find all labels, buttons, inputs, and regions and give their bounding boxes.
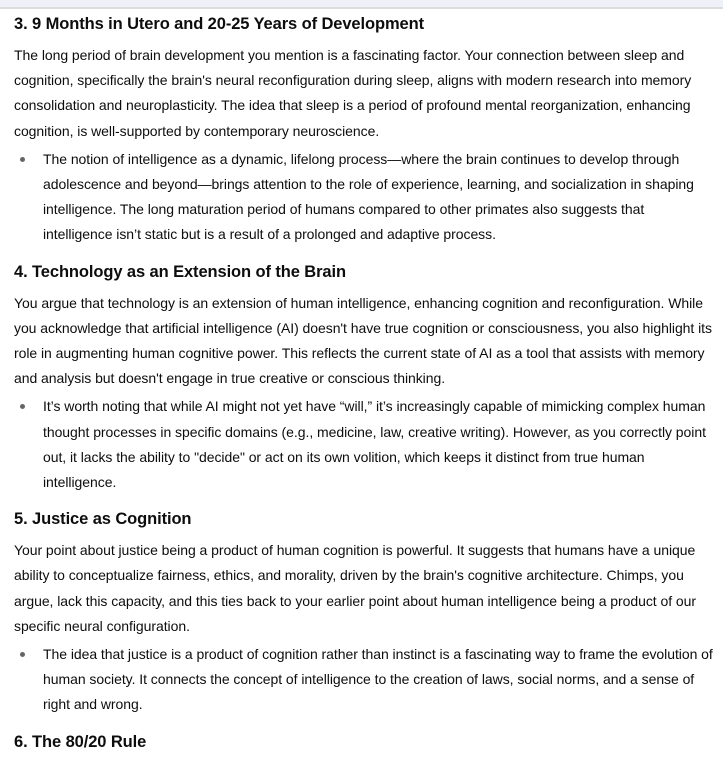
section-4 — [14, 260, 714, 496]
section-paragraph: Your point about justice being a product of human cognition is powerful. It suggests that humans have a unique ability to conceptualize fairness, ethics, and morality, driven by the brain's cognitive architecture. Chimps, you argue, lack this capacity, and this ties back to your earlier point about human intelligence being a product of our specific neural configuration. — [14, 542, 696, 634]
section-heading: 5. Justice as Cognition — [14, 510, 192, 529]
section-heading: 3. 9 Months in Utero and 20-25 Years of Development — [14, 15, 424, 33]
section-paragraph: You argue that technology is an extension of human intelligence, enhancing cognition and reconfiguration. While you acknowledge that artificial intelligence (AI) doesn't have true cognition or consciousness, you also highlight its role in augmenting human cognitive power. This reflects the current state of AI as a tool that assists with memory and analysis but doesn't engage in true creative or conscious thinking. — [14, 294, 712, 387]
list-item-text: The notion of intelligence as a dynamic, lifelong process—where the brain continues to develop through adolescence and beyond—brings attention to the role of experience, learning, and socialization in shaping intelligence. The long maturation period of humans compared to other primates also suggests that intelligence isn’t static but is a result of a prolonged and adaptive process. — [43, 150, 694, 243]
bullet-icon — [20, 652, 25, 657]
list-item-text: The idea that justice is a product of cognition rather than instinct is a fascinating way to frame the evolution of human society. It connects the concept of intelligence to the creation of laws, social norms, and a sense of right and wrong. — [43, 646, 713, 713]
top-bar — [0, 0, 723, 7]
bullet-list — [14, 642, 714, 718]
list-item — [14, 147, 714, 248]
section-6 — [14, 730, 714, 755]
top-divider — [0, 7, 723, 9]
section-heading: 4. Technology as an Extension of the Brain — [14, 262, 346, 281]
list-item — [14, 394, 714, 495]
section-paragraph: The long period of brain development you mention is a fascinating factor. Your connection between sleep and cognition, specifically the brain's neural reconfiguration during sleep, aligns with modern research into memory consolidation and neuroplasticity. The idea that sleep is a period of profound mental reorganization, enhancing cognition, is well-supported by contemporary neuroscience. — [14, 47, 692, 139]
bullet-list — [14, 147, 714, 248]
section-heading: 6. The 80/20 Rule — [14, 732, 147, 751]
bullet-icon — [20, 157, 25, 162]
bullet-list — [14, 394, 714, 495]
chat-response-content — [14, 12, 714, 767]
section-5 — [14, 507, 714, 717]
list-item-text: It’s worth noting that while AI might not yet have “will,” it’s increasingly capable of mimicking complex human thought processes in specific domains (e.g., medicine, law, creative writing). However, as you correctly point out, it lacks the ability to "decide" or act on its own volition, which keeps it distinct from true human intelligence. — [43, 398, 706, 491]
section-3 — [14, 12, 714, 248]
list-item — [14, 642, 714, 718]
bullet-icon — [20, 404, 25, 409]
